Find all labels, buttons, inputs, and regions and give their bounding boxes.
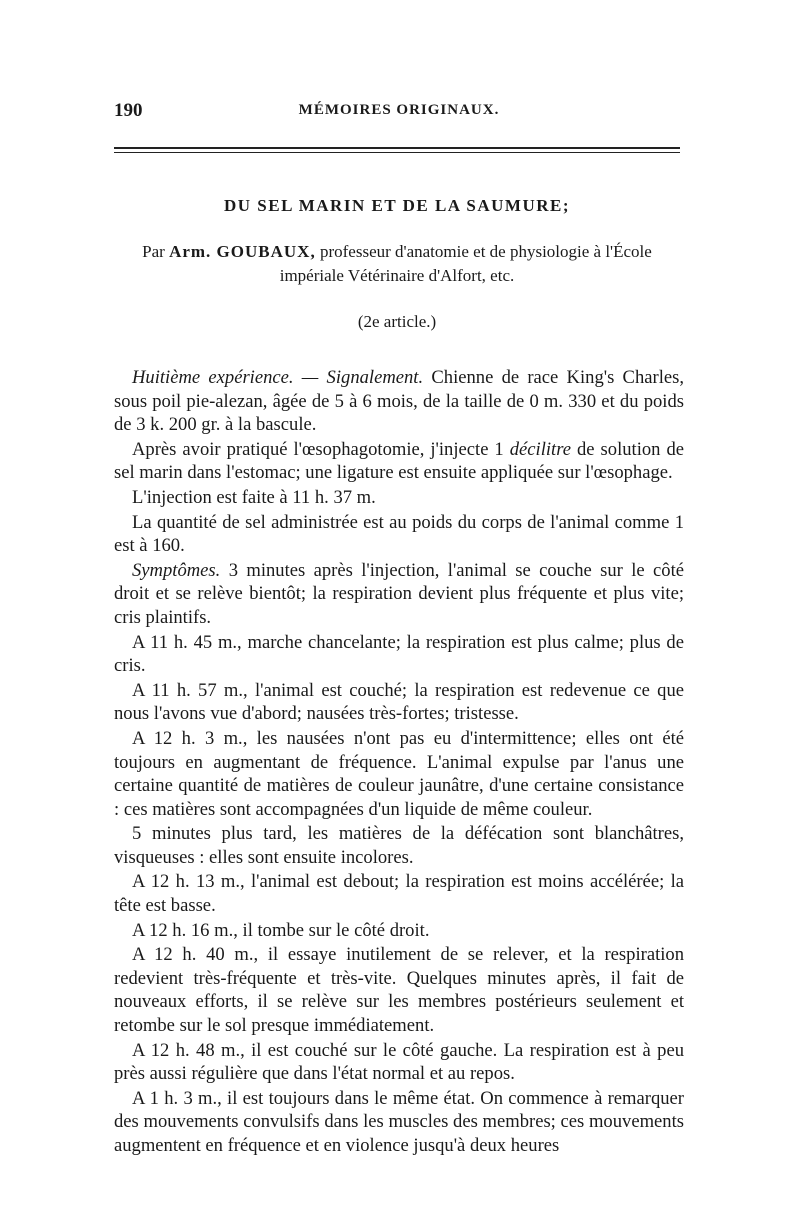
paragraph-text: de solution de sel marin dans l'estomac; une ligature est ensuite appliquée sur l'œsophage.	[114, 438, 684, 484]
paragraph: A 12 h. 48 m., il est couché sur le côté gauche. La respiration est à peu près aussi régulière que dans l'état normal et au repos.	[114, 1039, 684, 1085]
paragraph: A 11 h. 45 m., marche chancelante; la respiration est plus calme; plus de cris.	[114, 631, 684, 677]
paragraph: A 12 h. 40 m., il essaye inutilement de se relever, et la respiration redevient très-fréquente et très-vite. Quelques minutes après, il fait de nouveaux efforts, il se relève sur les membres postérieurs seulement et retombe sur le sol presque immédiatement.	[114, 944, 684, 1037]
paragraph: A 12 h. 16 m., il tombe sur le côté droit.	[132, 919, 430, 941]
paragraph: 5 minutes plus tard, les matières de la défécation sont blanchâtres, visqueuses : elles sont ensuite incolores.	[114, 823, 684, 868]
paragraph: La quantité de sel administrée est au poids du corps de l'animal comme 1 est à 160.	[114, 511, 684, 557]
running-header	[114, 100, 684, 128]
paragraph: A 12 h. 3 m., les nausées n'ont pas eu d'intermittence; elles ont été toujours en augmentant de fréquence. L'animal expulse par l'anus une certaine quantité de matières de couleur jaunâtre, d'une certaine consistance : ces matières sont accompagnées d'un liquide de même couleur.	[114, 727, 684, 820]
paragraph	[114, 438, 684, 485]
author-affiliation: professeur d'anatomie et de physiologie à l'École impériale Vétérinaire d'Alfort, etc.	[279, 242, 652, 285]
paragraph	[114, 559, 684, 630]
paragraph-text: Après avoir pratiqué l'œsophagotomie, j'injecte 1	[132, 438, 504, 460]
header-rule-thick	[114, 147, 680, 149]
page-number: 190	[114, 100, 143, 121]
article-title: DU SEL MARIN ET DE LA SAUMURE;	[223, 196, 570, 215]
byline	[114, 240, 680, 288]
paragraph-lead: Huitième expérience. — Signalement.	[132, 367, 424, 388]
article-part: (2e article.)	[357, 312, 437, 331]
byline-prefix: Par	[142, 242, 165, 261]
paragraph: A 1 h. 3 m., il est toujours dans le même état. On commence à remarquer des mouvements convulsifs dans les muscles des membres; ces mouvements augmentent en fréquence et en violence jusqu'à deux heures	[114, 1087, 684, 1156]
paragraph: A 11 h. 57 m., l'animal est couché; la respiration est redevenue ce que nous l'avons vue d'abord; nausées très-fortes; tristesse.	[114, 679, 684, 725]
body-text	[114, 366, 684, 1158]
author-name: Arm. GOUBAUX,	[169, 242, 316, 261]
paragraph: L'injection est faite à 11 h. 37 m.	[132, 486, 376, 508]
header-rule-thin	[114, 152, 680, 153]
paragraph-text: 3 minutes après l'injection, l'animal se couche sur le côté droit et se relève bientôt; la respiration devient plus fréquente et plus vite; cris plaintifs.	[114, 559, 684, 628]
paragraph-emphasis: décilitre	[509, 438, 571, 460]
running-title: MÉMOIRES ORIGINAUX.	[298, 102, 500, 118]
paragraph	[114, 366, 684, 437]
paragraph: A 12 h. 13 m., l'animal est debout; la respiration est moins accélérée; la tête est basse.	[114, 871, 684, 917]
paragraph-lead: Symptômes.	[132, 559, 221, 581]
paragraph-text: Chienne de race King's Charles, sous poil pie-alezan, âgée de 5 à 6 mois, de la taille de 0 m. 330 et du poids de 3 k. 200 gr. à la bascule.	[114, 367, 685, 436]
